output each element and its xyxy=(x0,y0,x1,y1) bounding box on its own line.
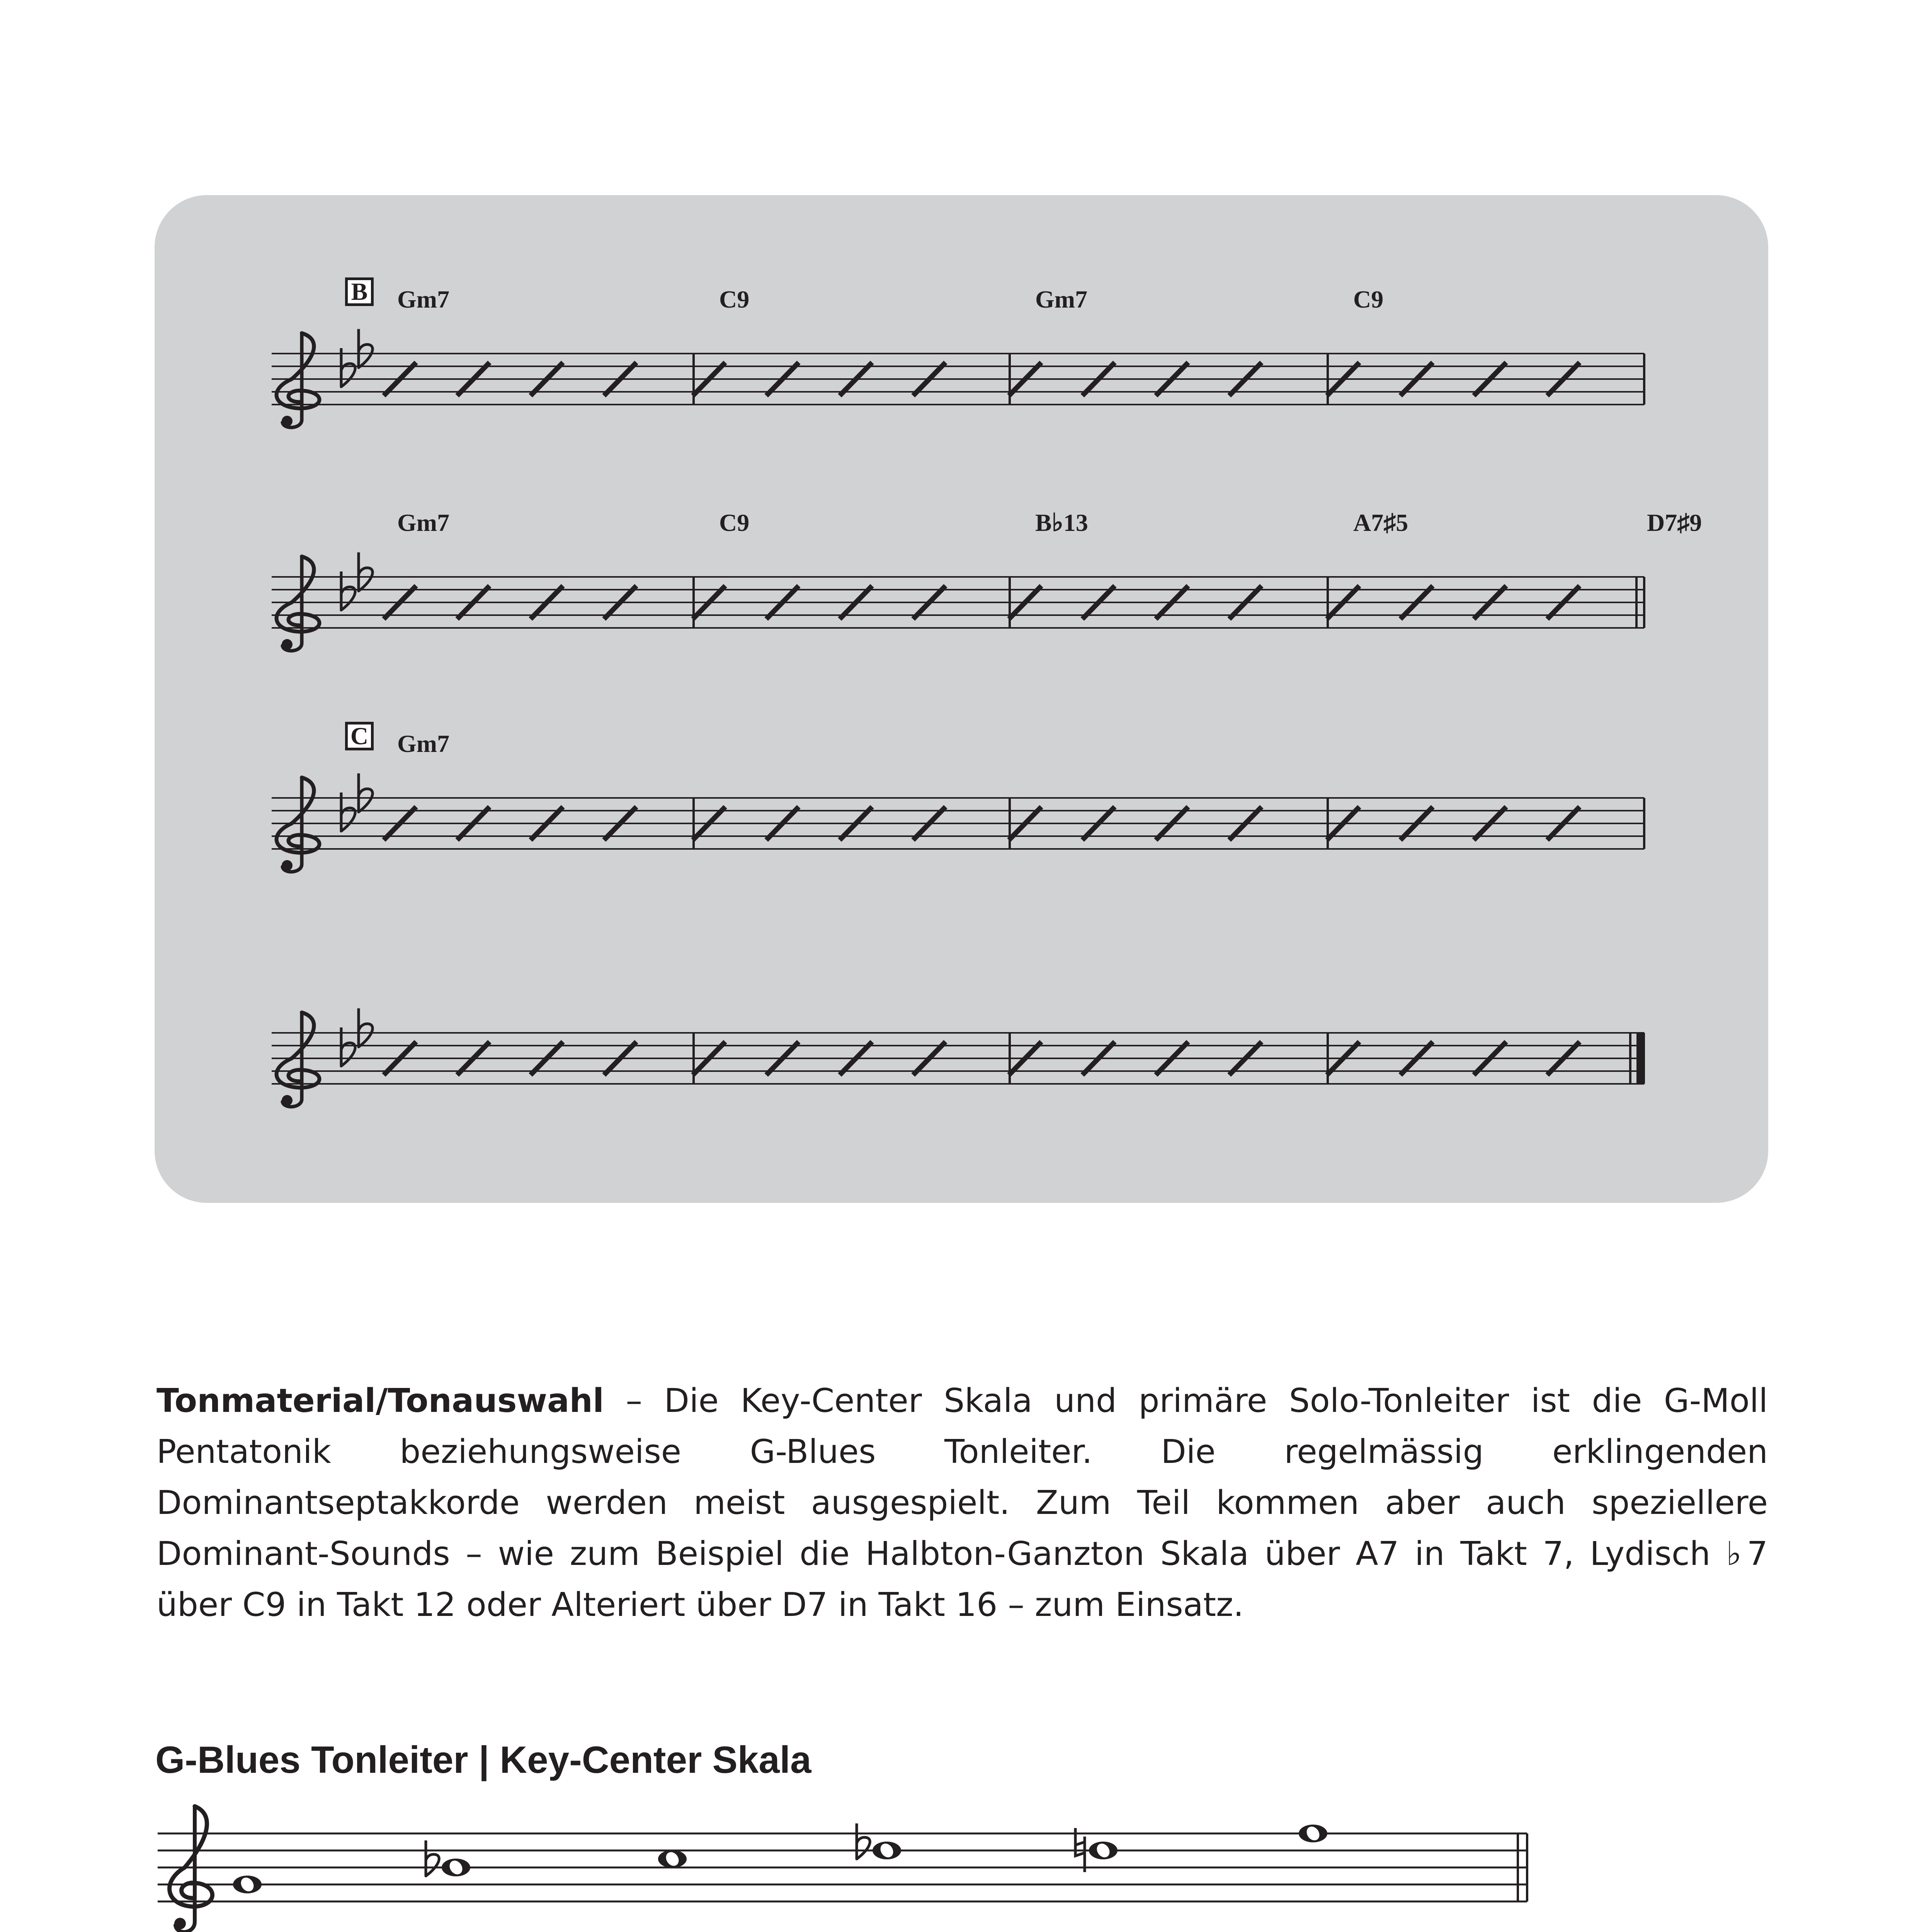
treble-clef-dot xyxy=(282,639,293,650)
paragraph-text: – Die Key-Center Skala und primäre Solo-Tonleiter ist die G-Moll Pentatonik beziehungsweise G-Blues Tonleiter. Die regelmässig erklingenden Dominantseptakkorde werden meist ausgespielt. Zum Teil kommen aber auch speziellere Dominant-Sounds – wie zum Beispiel die Halbton-Ganzton Skala über A7 in Takt 7, Lydisch ♭7 über C9 in Takt 12 oder Alteriert über D7 in Takt 16 – zum Einsatz. xyxy=(156,1382,1768,1624)
scale-title: G-Blues Tonleiter | Key-Center Skala xyxy=(155,1738,811,1781)
whole-note-hole xyxy=(663,1850,681,1868)
chord-symbol: Gm7 xyxy=(397,509,450,536)
flat-sign xyxy=(426,1840,439,1876)
leadsheet-staves xyxy=(155,195,1768,1203)
chord-symbol: Gm7 xyxy=(1035,286,1088,313)
final-barline-thick xyxy=(1636,1033,1645,1084)
treble-clef-dot xyxy=(282,860,293,871)
whole-note-hole xyxy=(1094,1841,1112,1860)
scale-note xyxy=(857,1823,901,1860)
scale-note xyxy=(233,1875,262,1894)
flat-sign xyxy=(359,774,373,812)
chord-symbol: C9 xyxy=(1353,286,1384,313)
rehearsal-mark: C xyxy=(345,722,374,750)
whole-note-head xyxy=(233,1876,262,1893)
rehearsal-mark: B xyxy=(345,277,374,306)
chord-symbol: B♭13 xyxy=(1035,509,1088,536)
whole-note-hole xyxy=(447,1858,465,1877)
whole-note-head xyxy=(658,1850,687,1868)
treble-clef-dot xyxy=(282,416,293,427)
treble-clef xyxy=(277,1012,320,1088)
flat-sign xyxy=(359,553,373,591)
whole-note-head xyxy=(873,1842,901,1859)
paragraph-term: Tonmaterial/Tonauswahl xyxy=(156,1382,604,1420)
leadsheet-panel xyxy=(155,195,1768,1203)
whole-note-hole xyxy=(878,1841,896,1860)
treble-clef xyxy=(277,556,320,632)
treble-clef-stem xyxy=(175,1806,195,1932)
natural-sign xyxy=(1075,1828,1085,1872)
whole-note-hole xyxy=(238,1875,256,1894)
description-paragraph xyxy=(156,1376,1768,1631)
scale-note xyxy=(1299,1824,1327,1843)
chord-symbol: A7♯5 xyxy=(1353,509,1408,536)
scale-note xyxy=(426,1840,470,1877)
whole-note-head xyxy=(442,1859,470,1876)
chord-symbol: C9 xyxy=(719,509,750,536)
whole-note-hole xyxy=(1304,1824,1322,1843)
staff-system xyxy=(272,553,1644,651)
flat-sign xyxy=(857,1823,870,1859)
treble-clef xyxy=(277,333,320,408)
treble-clef xyxy=(277,777,320,853)
chord-symbol: D7♯9 xyxy=(1647,509,1702,536)
chord-symbol: Gm7 xyxy=(397,286,450,313)
treble-clef-dot xyxy=(282,1095,293,1106)
staff-system xyxy=(272,329,1644,428)
treble-clef xyxy=(170,1806,213,1907)
whole-note-head xyxy=(1299,1825,1327,1842)
treble-clef-dot xyxy=(174,1918,186,1929)
scale-note xyxy=(1075,1828,1118,1872)
flat-sign xyxy=(359,329,373,368)
flat-sign xyxy=(359,1009,373,1047)
chord-symbol: C9 xyxy=(719,286,750,313)
scale-note xyxy=(658,1850,687,1868)
staff-system xyxy=(272,1009,1645,1107)
whole-note-head xyxy=(1089,1842,1118,1859)
chord-symbol: Gm7 xyxy=(397,730,450,757)
staff-system xyxy=(272,774,1644,872)
